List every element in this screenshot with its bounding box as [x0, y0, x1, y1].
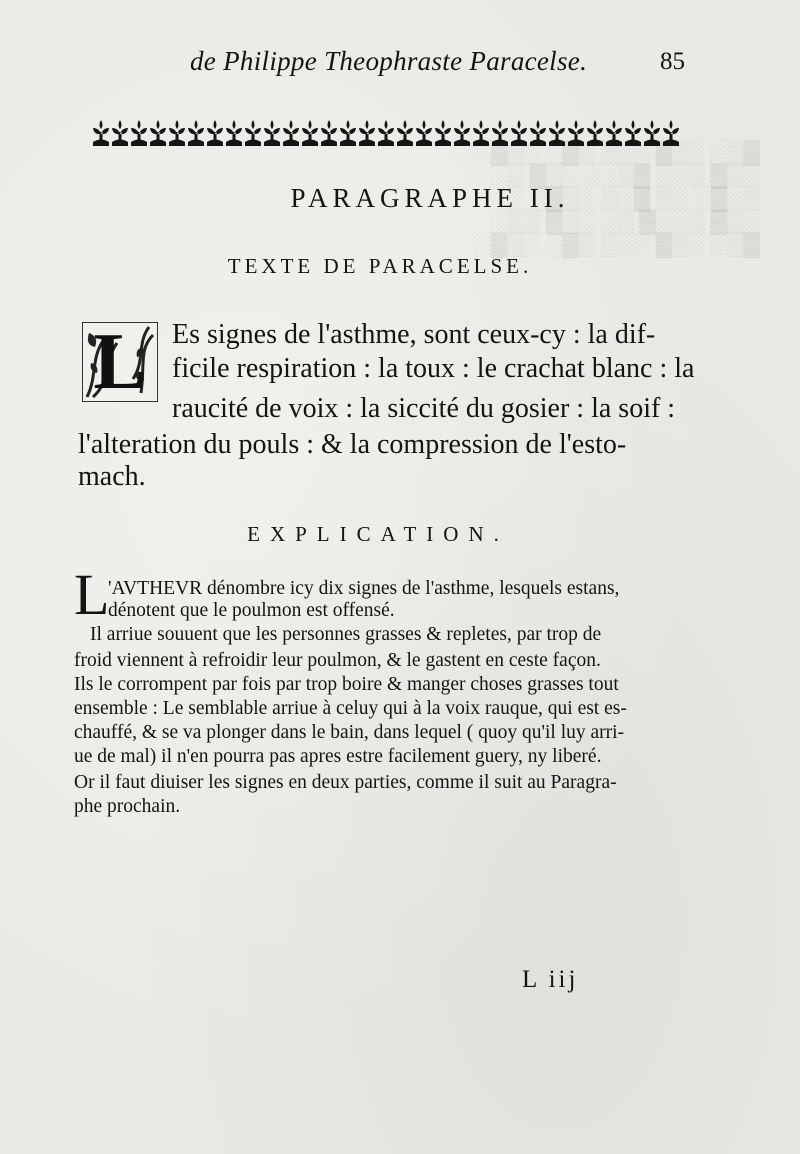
explication-line-5: Ils le corrompent par fois par trop boire & manger choses grasses tout — [74, 674, 619, 695]
explication-line-4: froid viennent à refroidir leur poulmon, & le gastent en ceste façon. — [74, 650, 601, 671]
fleuron-icon — [150, 120, 166, 146]
fleuron-icon — [207, 120, 223, 146]
text-line-3: raucité de voix : la siccité du gosier : la soif : — [172, 393, 676, 424]
fleuron-icon — [131, 120, 147, 146]
explication-heading: EXPLICATION. — [247, 522, 509, 546]
fleuron-icon — [397, 120, 413, 146]
signature-catchword: L iij — [522, 966, 579, 993]
running-head — [0, 42, 800, 86]
fleuron-icon — [492, 120, 508, 146]
explication-line-1: 'AVTHEVR dénombre icy dix signes de l'asthme, lesquels estans, — [108, 578, 620, 599]
text-heading: TEXTE DE PARACELSE. — [227, 254, 533, 278]
fleuron-ornament-band — [92, 118, 690, 148]
fleuron-icon — [511, 120, 527, 146]
fleuron-icon — [530, 120, 546, 146]
text-line-5: mach. — [78, 461, 146, 492]
explication-line-2: dénotent que le poulmon est offensé. — [108, 600, 395, 621]
text-line-2: ficile respiration : la toux : le crachat blanc : la — [172, 353, 695, 384]
explication-line-10: phe prochain. — [74, 796, 181, 817]
fleuron-icon — [549, 120, 565, 146]
fleuron-icon — [359, 120, 375, 146]
fleuron-icon — [340, 120, 356, 146]
fleuron-icon — [188, 120, 204, 146]
fleuron-icon — [302, 120, 318, 146]
explication-line-6: ensemble : Le semblable arriue à celuy qui à la voix rauque, qui est es- — [74, 698, 627, 719]
fleuron-icon — [663, 120, 679, 146]
fleuron-icon — [473, 120, 489, 146]
fleuron-icon — [283, 120, 299, 146]
fleuron-icon — [245, 120, 261, 146]
fleuron-icon — [378, 120, 394, 146]
explication-line-7: chauffé, & se va plonger dans le bain, dans lequel ( quoy qu'il luy arri- — [74, 722, 625, 743]
fleuron-icon — [112, 120, 128, 146]
fleuron-icon — [587, 120, 603, 146]
fleuron-icon — [454, 120, 470, 146]
fleuron-icon — [625, 120, 641, 146]
show-through-texture: ▓▒░ ░▒▓ ░░▒ ▒▓░ ░▒▓░ ░▒▓ ▒░░ ▓▒░░ ░▒▓ ▒░ ▒░▓░ ░▒ ▓░▒ ░▒▓░ ░ ░▒▓ ▒░░▓ ▒░ ░▒▓ ▒▒░ ▓▒░ ░▒▓ ░░▒ ▒▓░ ░▒▓░ — [474, 139, 760, 256]
fleuron-icon — [226, 120, 242, 146]
text-line-1: Es signes de l'asthme, sont ceux-cy : la dif- — [172, 319, 656, 350]
explication-line-3: Il arriue souuent que les personnes grasses & repletes, par trop de — [90, 624, 602, 645]
explication-initial: L — [74, 562, 110, 627]
fleuron-icon — [264, 120, 280, 146]
fleuron-icon — [416, 120, 432, 146]
running-title: de Philippe Theophraste Paracelse. — [190, 46, 588, 76]
fleuron-icon — [568, 120, 584, 146]
fleuron-icon — [321, 120, 337, 146]
page-number: 85 — [660, 48, 685, 75]
decorated-drop-cap — [82, 318, 158, 406]
fleuron-icon — [435, 120, 451, 146]
fleuron-icon — [644, 120, 660, 146]
fleuron-icon — [93, 120, 109, 146]
explication-line-9: Or il faut diuiser les signes en deux parties, comme il suit au Paragra- — [74, 772, 617, 793]
fleuron-icon — [606, 120, 622, 146]
paragraph-heading: PARAGRAPHE II. — [290, 183, 570, 213]
explication-line-8: ue de mal) il n'en pourra pas apres estre facilement guery, ny liberé. — [74, 746, 602, 767]
drop-cap-letter: L — [93, 318, 147, 406]
fleuron-icon — [169, 120, 185, 146]
text-line-4: l'alteration du pouls : & la compression de l'esto- — [78, 429, 627, 460]
